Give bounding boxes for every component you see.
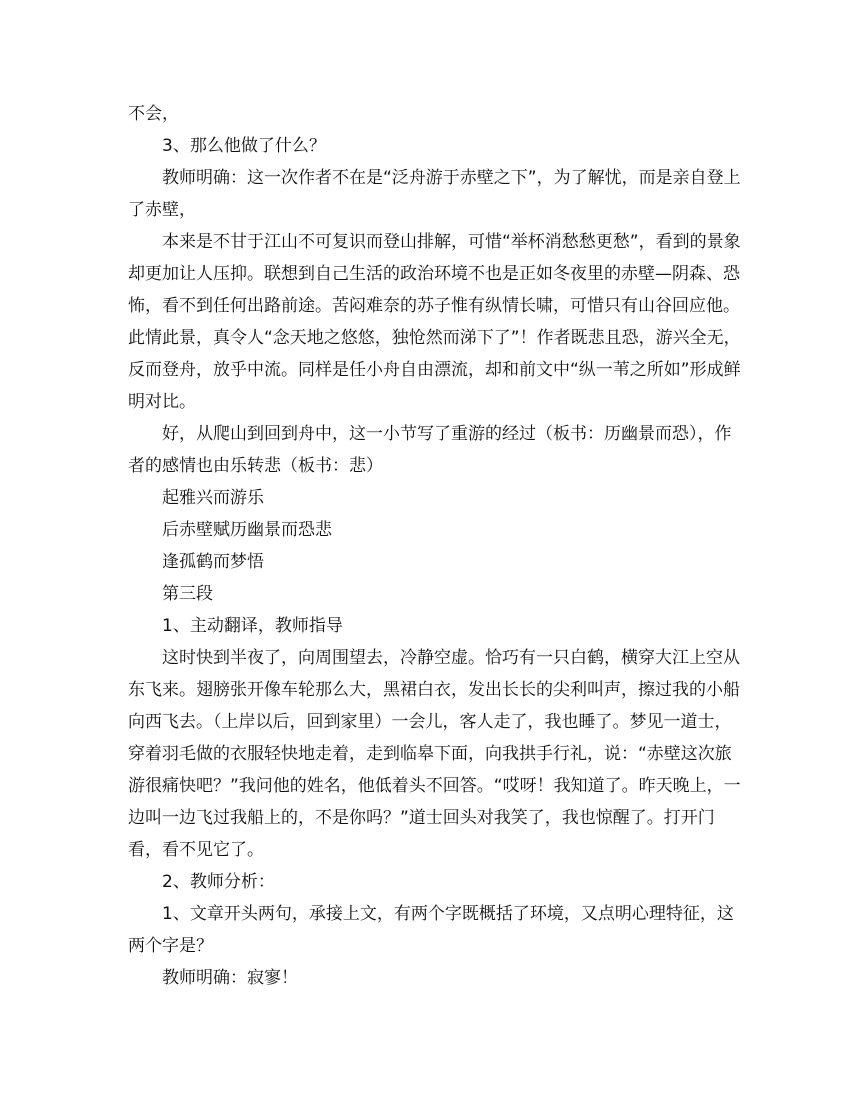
translation-task: 1、主动翻译，教师指导 — [162, 616, 343, 636]
teacher-answer: 教师明确：寂寥！ — [162, 968, 298, 988]
outline-line-3: 逢孤鹤而梦悟 — [162, 552, 264, 572]
translation-paragraph: 这时快到半夜了，向周围望去，冷静空虚。恰巧有一只白鹤，横穿大江上空从东飞来。翅膀张开像车轮那么大，黑裙白衣，发出长长的尖利叫声，擦过我的小船向西飞去。（上岸以后，回到家里）一会儿，客人走了，我也睡了。梦见一道士，穿着羽毛做的衣服轻快地走着，走到临皋下面，向我拱手行礼，说：“赤壁这次旅游很痛快吧？”我问他的姓名，他低着头不回答。“哎呀！我知道了。昨天晚上，一边叫一边飞过我船上的，不是你吗？”道士回头对我笑了，我也惊醒了。打开门看，看不见它了。 — [128, 648, 741, 860]
question-3: 3、那么他做了什么？ — [162, 136, 326, 156]
analysis-paragraph: 本来是不甘于江山不可复识而登山排解，可惜“举杯消愁愁更愁”，看到的景象却更加让人压抑。联想到自己生活的政治环境不也是正如冬夜里的赤壁—阴森、恐怖，看不到任何出路前途。苦闷难奈的苏子惟有纵情长啸，可惜只有山谷回应他。此情此景，真令人“念天地之悠悠，独怆然而涕下了”！作者既悲且恐，游兴全无，反而登舟，放乎中流。同样是任小舟自由漂流，却和前文中“纵一苇之所如”形成鲜明对比。 — [128, 232, 741, 412]
summary-paragraph: 好，从爬山到回到舟中，这一小节写了重游的经过（板书：历幽景而恐），作者的感情也由乐转悲（板书：悲） — [128, 424, 732, 476]
document-body — [128, 98, 748, 994]
teacher-clarification: 教师明确：这一次作者不在是“泛舟游于赤壁之下”，为了解忧，而是亲自登上了赤壁， — [128, 168, 741, 220]
outline-line-1: 起雅兴而游乐 — [162, 488, 264, 508]
teacher-analysis-heading: 2、教师分析： — [162, 872, 275, 892]
outline-line-2: 后赤壁赋历幽景而恐悲 — [162, 520, 332, 540]
paragraph-continuation: 不会， — [128, 104, 179, 124]
question-1: 1、文章开头两句，承接上文，有两个字既概括了环境，又点明心理特征，这两个字是？ — [128, 904, 734, 956]
section-heading: 第三段 — [162, 584, 213, 604]
